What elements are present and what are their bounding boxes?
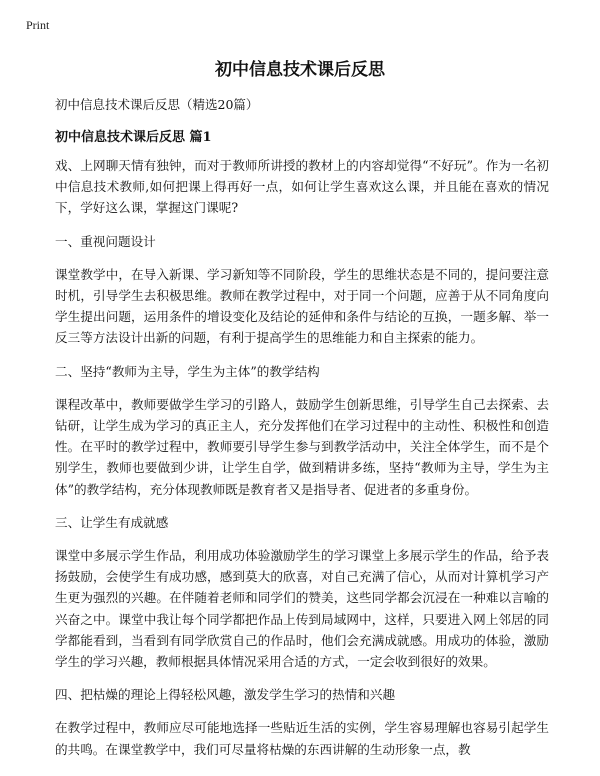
heading-teaching-structure: 二、坚持“教师为主导，学生为主体”的教学结构 (55, 363, 320, 379)
section-heading: 初中信息技术课后反思 篇1 (55, 130, 212, 145)
paragraph-interest: 在教学过程中，教师应尽可能地选择一些贴近生活的实例，学生容易理解也容易引起学生的共鸣。在课堂教学中，我们可尽量将枯燥的东西讲解的生动形象一点，教 (55, 720, 549, 757)
paragraph-intro: 戏、上网聊天情有独钟，而对于教师所讲授的教材上的内容却觉得“不好玩”。作为一名初中信息技术教师,如何把课上得再好一点，如何让学生喜欢这么课，并且能在喜欢的情况下，学好这么课，掌握这门课呢? (55, 158, 549, 216)
document-title: 初中信息技术课后反思 (215, 60, 385, 80)
paragraph-teaching-structure: 课程改革中，教师要做学生学习的引路人，鼓励学生创新思维，引导学生自己去探索、去钻研，让学生成为学习的真正主人，充分发挥他们在学习过程中的主动性、积极性和创造性。在平时的教学过程中，教师要引导学生参与到教学活动中，关注全体学生，而不是个别学生，教师也要做到少讲，让学生自学，做到精讲多练，坚持“教师为主导，学生为主体”的教学结构，充分体现教师既是教育者又是指导者、促进者的多重身份。 (55, 396, 549, 497)
paragraph-question-design: 课堂教学中，在导入新课、学习新知等不同阶段，学生的思维状态是不同的，提问要注意时机，引导学生去积极思维。教师在教学过程中，对于同一个问题，应善于从不同角度向学生提出问题，运用条件的增设变化及结论的延伸和条件与结论的互换，一题多解、举一反三等方法设计出新的问题，有利于提高学生的思维能力和自主探索的能力。 (55, 266, 549, 346)
print-link[interactable]: Print (26, 18, 50, 32)
paragraph-achievement: 课堂中多展示学生作品，利用成功体验激励学生的学习课堂上多展示学生的作品，给予表扬鼓励，会使学生有成功感，感到莫大的欣喜，对自己充满了信心，从而对计算机学习产生更为强烈的兴趣。在伴随着老师和同学们的赞美，这些同学都会沉浸在一种难以言喻的兴奋之中。课堂中我让每个同学都把作品上传到局域网中，这样，只要进入网上邻居的同学都能看到，当看到有同学欣赏自己的作品时，他们会充满成就感。用成功的体验，激励学生的学习兴趣，教师根据具体情况采用合适的方式，一定会收到很好的效果。 (55, 548, 549, 670)
heading-question-design: 一、重视问题设计 (55, 233, 156, 249)
document-subtitle: 初中信息技术课后反思（精选20篇） (55, 97, 259, 112)
heading-achievement: 三、让学生有成就感 (55, 514, 169, 530)
heading-interest: 四、把枯燥的理论上得轻松风趣，激发学生学习的热情和兴趣 (55, 687, 396, 703)
article-body (55, 155, 549, 772)
